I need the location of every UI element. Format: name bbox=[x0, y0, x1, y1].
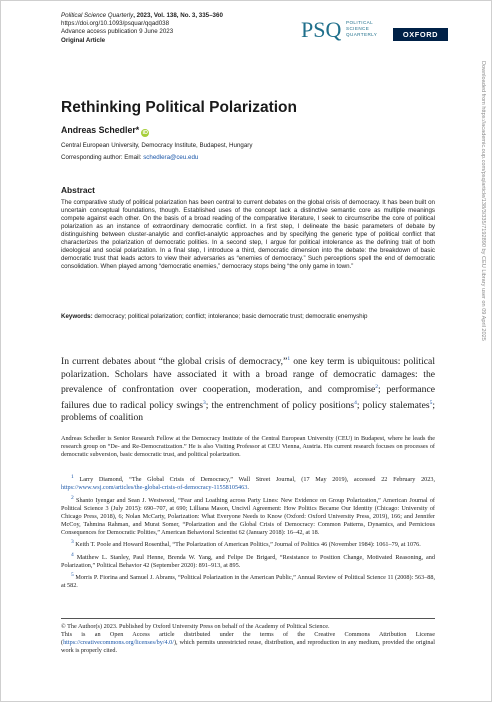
footnote-4 bbox=[61, 551, 435, 570]
author-line bbox=[61, 125, 149, 137]
download-note: Downloaded from https://academic.oup.com/psq/article/138/3/335/7192890 by CEU Library user on 09 April 2025 bbox=[480, 61, 486, 341]
footnote-text: Morris P. Fiorina and Samuel J. Abrams, “Political Polarization in the American Public,” Annual Review of Political Science 11 (2008): 563–88, at 582. bbox=[61, 574, 435, 590]
author-bio: Andreas Schedler is Senior Research Fellow at the Democracy Institute of the Central European University (CEU) in Budapest, where he leads the research group on “De- and Re-Democratization.” He is also Visiting Professor at CEU Vienna, Austria. His current research focuses on processes of democratic subversion, basic democratic trust, and political polarization. bbox=[61, 435, 435, 458]
body-text-seg: ; policy stalemates bbox=[356, 399, 430, 411]
footnote-5 bbox=[61, 571, 435, 590]
corresponding-author bbox=[61, 154, 198, 162]
copyright-line: © The Author(s) 2023. Published by Oxford University Press on behalf of the Academy of Political Science. bbox=[61, 623, 330, 630]
license-block bbox=[61, 623, 435, 655]
footnote-text: . bbox=[247, 484, 249, 492]
footnotes bbox=[61, 473, 435, 592]
footnote-number: 5 bbox=[71, 572, 74, 579]
footnote-number: 3 bbox=[71, 539, 74, 546]
psq-logo-subtitle bbox=[346, 20, 377, 38]
body-paragraph bbox=[61, 353, 435, 425]
license-text: This is an Open Access article distributed under the terms of the Creative Commons Attribution License ( bbox=[61, 631, 435, 646]
author-name[interactable]: Andreas Schedler* bbox=[61, 125, 140, 135]
psq-sub-line-2: SCIENCE bbox=[346, 26, 370, 31]
footnote-ref-1[interactable]: 1 bbox=[287, 356, 291, 362]
journal-header bbox=[61, 12, 223, 45]
license-link[interactable]: https://creativecommons.org/licenses/by/4.0/ bbox=[63, 639, 174, 646]
article-title: Rethinking Political Polarization bbox=[61, 99, 297, 116]
footnote-ref-4[interactable]: 4 bbox=[354, 399, 357, 406]
body-text-seg: ; the entrenchment of policy positions bbox=[205, 399, 355, 411]
license-text: ), which permits unrestricted reuse, distribution, and reproduction in any medium, provided the original work is properly cited. bbox=[61, 639, 435, 654]
corr-label: Corresponding author: Email: bbox=[61, 154, 144, 161]
footnote-ref-5[interactable]: 5 bbox=[429, 399, 433, 406]
psq-sub-line-1: POLITICAL bbox=[346, 20, 374, 25]
body-text-seg: ; performance failures due to radical policy swings bbox=[61, 384, 435, 411]
abstract-text: The comparative study of political polarization has been central to current debates on the global crisis of democracy. It has been built on uncertain conceptual foundations, though. Established uses of the concept lack a distinctive semantic core as multiple meanings compete against each other. On the basis of a broad reading of the comparative literature, I seek to circumscribe the core of political polarization as an instance of extraordinary democratic conflict. In a first step, I delineate the basic parameters of debate by distinguishing between cluster-analytic and conflict-analytic approaches and by specifying the generic type of political conflict that characterizes the polarization of democratic polities. In a second step, I argue for political intolerance as the defining trait of both ideological and social polarization. In a final step, I introduce a third, democratic dimension into the debate: the breakdown of basic democratic trust that leads actors to view their adversaries as “enemies of democracy.” Such perceptions spell the end of democratic consolidation. When played among “democratic enemies,” democracy stops being “the only game in town.” bbox=[61, 199, 435, 271]
body-text-seg: In current debates about “the global crisis of democracy,” bbox=[61, 356, 288, 368]
footnote-link[interactable]: https://www.wsj.com/articles/the-global-crisis-of-democracy-11558105463 bbox=[61, 484, 248, 492]
doi-link[interactable]: https://doi.org/10.1093/psquar/qqad038 bbox=[61, 20, 170, 28]
footnote-text: Keith T. Poole and Howard Rosenthal, “The Polarization of American Politics,” Journal of Politics 46 (November 1984): 1061–79, at 1076. bbox=[73, 541, 421, 549]
footnote-number: 4 bbox=[71, 551, 74, 558]
affiliation: Central European University, Democracy Institute, Budapest, Hungary bbox=[61, 142, 253, 149]
footnote-3 bbox=[61, 538, 435, 549]
abstract-heading: Abstract bbox=[61, 185, 95, 195]
open-access-line bbox=[61, 631, 435, 655]
journal-citation: , 2023, Vol. 138, No. 3, 335–360 bbox=[133, 12, 223, 19]
body-text-seg: ; problems of coalition bbox=[61, 399, 436, 424]
footnote-number: 2 bbox=[71, 494, 74, 501]
oxford-logo: OXFORD bbox=[393, 28, 448, 41]
psq-sub-line-3: QUARTERLY bbox=[346, 32, 378, 37]
footnote-text: Larry Diamond, “The Global Crisis of Democracy,” Wall Street Journal, (17 May 2019), accessed 22 February 2023, bbox=[73, 476, 435, 484]
article-type: Original Article bbox=[61, 36, 106, 44]
footnote-number: 1 bbox=[71, 474, 74, 480]
footnote-ref-3[interactable]: 3 bbox=[203, 399, 206, 406]
keywords-list: democracy; political polarization; conflict; intolerance; basic democratic trust; democratic enemyship bbox=[92, 313, 368, 320]
download-watermark bbox=[479, 61, 487, 621]
footnote-text: Matthew L. Stanley, Paul Henne, Brenda W. Yang, and Felipe De Brigard, “Resistance to Position Change, Motivated Reasoning, and Polarization,” Political Behavior 42 (September 2020): 891–913, at 895. bbox=[61, 553, 435, 569]
footnote-1 bbox=[61, 473, 435, 492]
footnote-ref-2[interactable]: 2 bbox=[375, 384, 378, 390]
orcid-icon[interactable]: iD bbox=[142, 130, 148, 136]
footnote-2 bbox=[61, 494, 435, 537]
journal-title: Political Science Quarterly bbox=[61, 12, 134, 19]
psq-logo: PSQ bbox=[301, 17, 342, 42]
corr-email-link[interactable]: schedlera@ceu.edu bbox=[143, 154, 199, 161]
advance-access: Advance access publication 9 June 2023 bbox=[61, 28, 174, 36]
keywords-label: Keywords: bbox=[61, 313, 93, 320]
footnote-text: Shanto Iyengar and Sean J. Westwood, “Fear and Loathing across Party Lines: New Evidence on Group Polarization,” American Journal of Political Science 3 (July 2015): 690–707, at 690; Lilliana Mason, Uncivil Agreement: How Politics Became Our Identity (Chicago: University of Chicago Press, 2018), 6; Nolan McCarty, Polarization: What Everyone Needs to Know (Oxford: Oxford University Press, 2019), 166; and Jennifer McCoy, Tahmina Rahman, and Murat Somer, “Polarization and the Global Crisis of Democracy: Common Patterns, Dynamics, and Pernicious Consequences for Democratic Polities,” American Behavioral Scientist 62 (January 2018): 16–42, at 18. bbox=[61, 496, 435, 536]
body-text-seg: one key term is ubiquitous: political polarization. Scholars have associated it with a broad range of democratic damages: the prevalence of confrontation over cooperation, moderation, and compromise bbox=[61, 356, 435, 396]
keywords bbox=[61, 313, 435, 321]
license-divider bbox=[61, 618, 435, 619]
